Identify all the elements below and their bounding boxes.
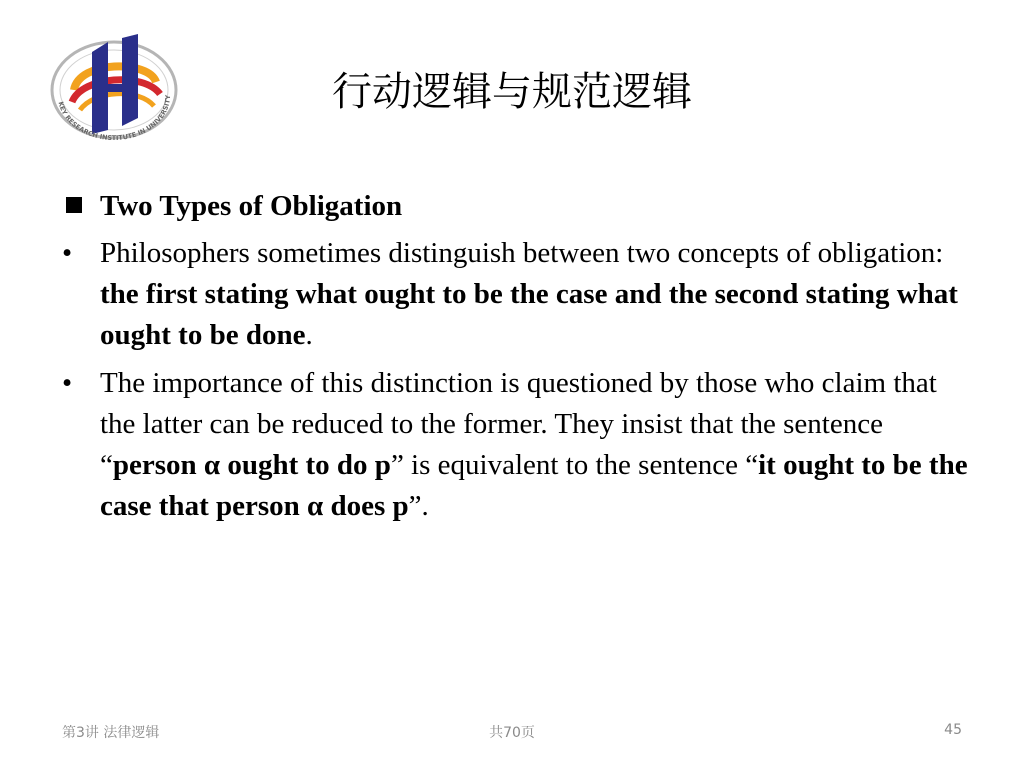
bullet-2-text: The importance of this distinction is questioned by those who claim that the latter can be reduced to the former. They insist that the sentence “ <box>100 367 937 481</box>
square-bullet-icon <box>66 197 82 213</box>
footer-total-pages: 共70页 <box>489 725 535 741</box>
bullet-2-text-2: ” is equivalent to the sentence “ <box>390 449 759 481</box>
slide-content <box>60 186 970 527</box>
bullet-1-text: Philosophers sometimes distinguish between two concepts of obligation: <box>100 237 944 269</box>
bullet-dot-icon: • <box>62 237 73 269</box>
bullet-1-end: . <box>305 319 313 351</box>
bullet-item-1 <box>60 233 970 356</box>
bullet-dot-icon: • <box>62 367 73 399</box>
bullet-item-2 <box>60 363 970 527</box>
bullet-2-bold-2: it ought to be the case that person α does p <box>100 449 968 522</box>
logo-ring-text: KEY RESEARCH INSTITUTE IN UNIVERSITY <box>56 94 173 142</box>
slide-title: 行动逻辑与规范逻辑 <box>332 69 692 115</box>
bullet-1-bold: the first stating what ought to be the case and the second stating what ought to be done <box>100 278 958 351</box>
section-heading <box>60 186 970 226</box>
section-heading-text: Two Types of Obligation <box>100 190 403 222</box>
footer-lecture: 第3讲 法律逻辑 <box>62 725 160 741</box>
footer-page-number: 45 <box>944 722 962 738</box>
bullet-2-end: ”. <box>408 490 429 522</box>
bullet-2-bold-1: person α ought to do p <box>112 449 391 481</box>
